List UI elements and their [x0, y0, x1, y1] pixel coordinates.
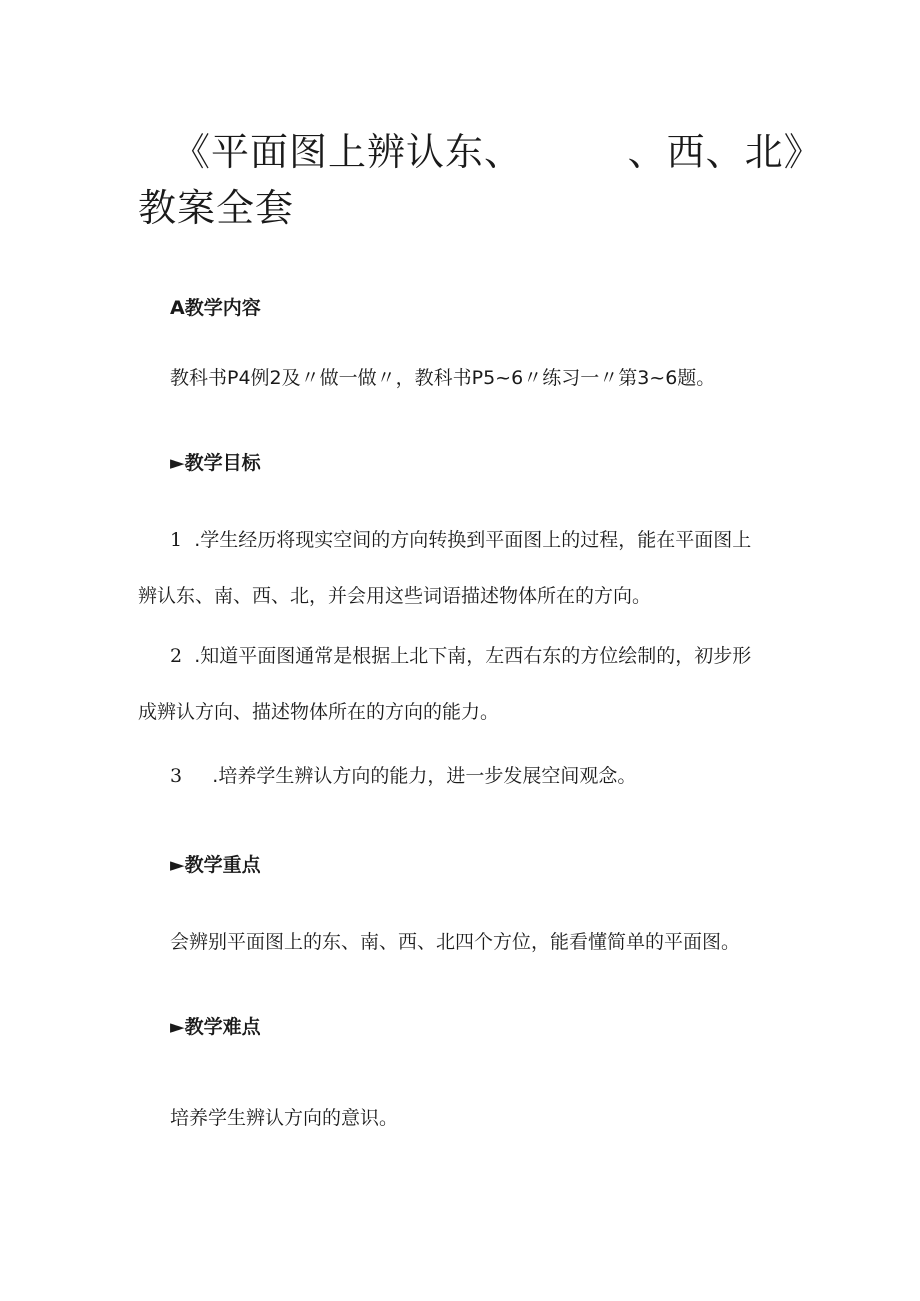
goal-item-2-line-2: 成辨认方向、描述物体所在的方向的能力。 — [138, 701, 500, 723]
heading-difficulties: ►教学难点 — [170, 1016, 261, 1038]
goal-item-3-number: 3 — [170, 765, 183, 787]
goal-item-1-line-2: 辨认东、南、西、北，并会用这些词语描述物体所在的方向。 — [138, 585, 652, 607]
goal-item-2-number: 2 — [170, 645, 183, 667]
goal-item-1-line-1: .学生经历将现实空间的方向转换到平面图上的过程，能在平面图上 — [194, 529, 752, 551]
heading-teaching-content: A教学内容 — [170, 297, 261, 319]
goal-item-2 — [138, 628, 798, 740]
goal-item-1 — [138, 512, 798, 624]
title-line-2: 教案全套 — [138, 186, 295, 230]
goal-item-3-text: .培养学生辨认方向的能力，进一步发展空间观念。 — [212, 765, 637, 787]
key-points-text: 会辨别平面图上的东、南、西、北四个方位，能看懂简单的平面图。 — [170, 931, 741, 953]
difficulties-text: 培养学生辨认方向的意识。 — [170, 1107, 399, 1129]
goal-item-3 — [138, 748, 798, 804]
heading-key-points: ►教学重点 — [170, 854, 261, 876]
goal-item-2-line-1: .知道平面图通常是根据上北下南，左西右东的方位绘制的，初步形 — [194, 645, 752, 667]
title-line-1: 《平面图上辨认东、 、西、北》 — [172, 130, 823, 174]
teaching-content-text: 教科书P4例2及〃做一做〃，教科书P5~6〃练习一〃第3~6题。 — [170, 367, 716, 389]
goal-item-1-number: 1 — [170, 529, 183, 551]
heading-teaching-goals: ►教学目标 — [170, 452, 261, 474]
document-title — [138, 124, 823, 236]
